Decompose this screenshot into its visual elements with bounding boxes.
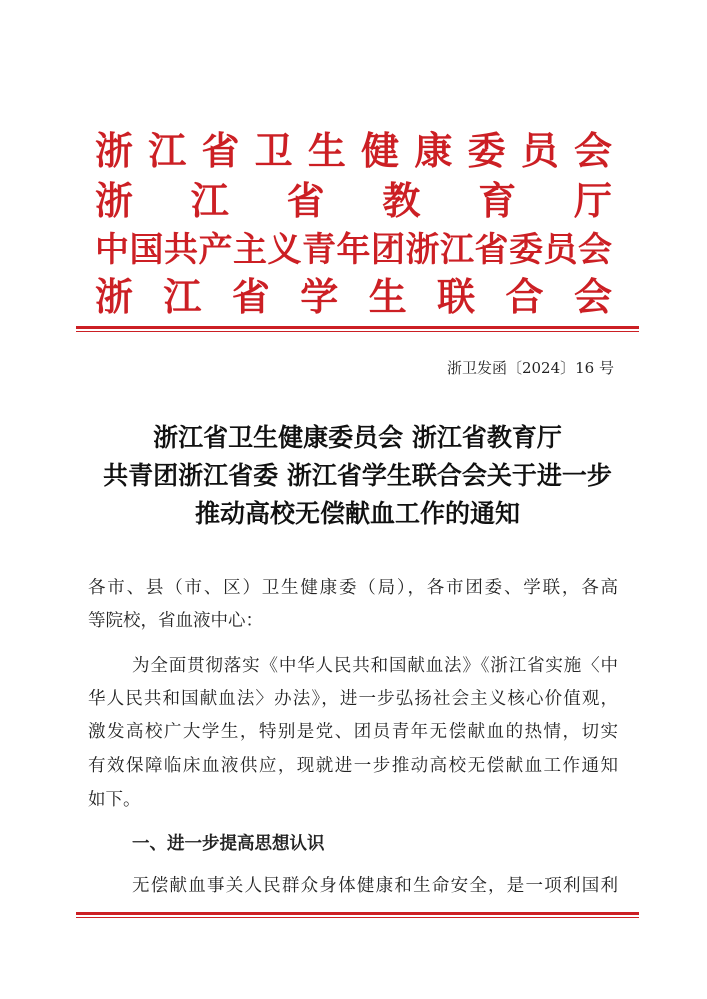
- issuer-line-health-commission: 浙 江 省 卫 生 健 康 委 员 会: [95, 128, 612, 173]
- addressee-line-2: 等院校，省血液中心：: [88, 611, 263, 631]
- document-number: 浙卫发函〔2024〕16 号: [446, 359, 614, 377]
- document-title-line-1: 浙江省卫生健康委员会 浙江省教育厅: [153, 423, 562, 452]
- issuer-line-youth-league: 中 国 共 产 主 义 青 年 团 浙 江 省 委 员 会: [95, 230, 612, 270]
- document-title-line-3: 推动高校无偿献血工作的通知: [194, 499, 520, 528]
- footer-red-rule: [76, 912, 639, 915]
- intro-line-4: 有效保障临床血液供应，现就进一步推动高校无偿献血工作通知: [88, 756, 618, 776]
- header-red-rule-thin: [76, 331, 639, 332]
- intro-line-1: 为全面贯彻落实《中华人民共和国献血法》《浙江省实施〈中: [132, 656, 618, 676]
- intro-line-5: 如下。: [88, 790, 141, 810]
- issuer-line-student-union: 浙 江 省 学 生 联 合 会: [95, 274, 612, 319]
- intro-line-3: 激发高校广大学生，特别是党、团员青年无偿献血的热情，切实: [88, 722, 618, 742]
- issuer-line-education-dept: 浙 江 省 教 育 厅: [95, 178, 612, 223]
- addressee-line-1: 各市、县（市、区）卫生健康委（局），各市团委、学联，各高: [88, 578, 618, 598]
- intro-line-2: 华人民共和国献血法〉办法》，进一步弘扬社会主义核心价值观，: [88, 689, 618, 709]
- document-title-line-2: 共青团浙江省委 浙江省学生联合会关于进一步: [103, 461, 612, 490]
- section-1-heading: 一、进一步提高思想认识: [132, 834, 325, 854]
- footer-red-rule-thin: [76, 917, 639, 918]
- header-red-rule: [76, 326, 639, 329]
- section-1-line-1: 无偿献血事关人民群众身体健康和生命安全，是一项利国利: [132, 876, 618, 896]
